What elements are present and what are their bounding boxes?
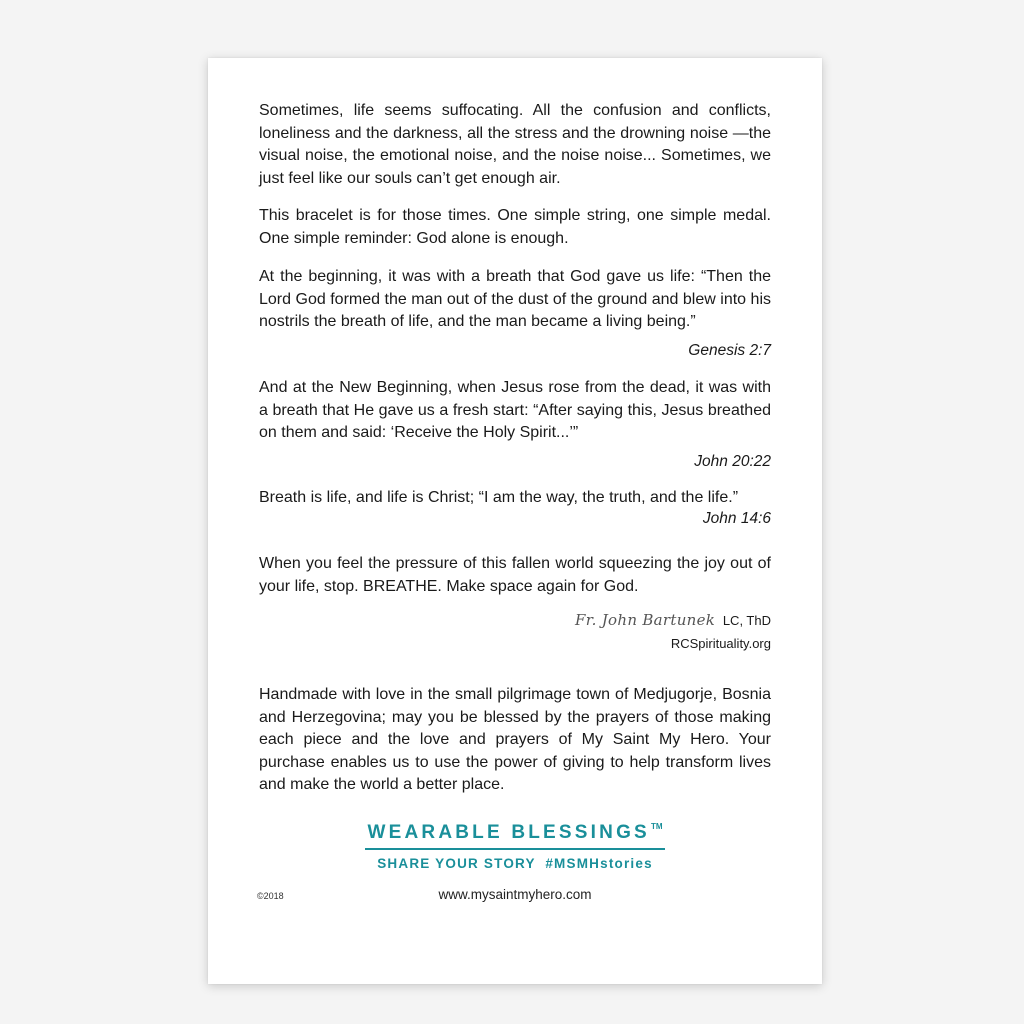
paragraph-handmade: Handmade with love in the small pilgrimage town of Medjugorje, Bosnia and Herzegovina; may you be blessed by the prayers of those making each piece and the love and prayers of My Saint My Hero. Your purchase enables us to use the power of giving to help transform lives and make the world a better place. — [259, 686, 771, 793]
paragraph-breathe: When you feel the pressure of this fallen world squeezing the joy out of your life, stop. BREATHE. Make space again for God. — [259, 555, 771, 595]
signature-line — [575, 611, 771, 629]
brand-title — [365, 822, 664, 850]
handwritten-signature: Fr. John Bartunek — [575, 611, 716, 629]
paragraph-bracelet: This bracelet is for those times. One simple string, one simple medal. One simple reminder: God alone is enough. — [259, 207, 771, 247]
paragraph-new-beginning: And at the New Beginning, when Jesus rose from the dead, it was with a breath that He gave us a fresh start: “After saying this, Jesus breathed on them and said: ‘Receive the Holy Spirit...’” — [259, 379, 771, 441]
paragraph-beginning: At the beginning, it was with a breath that God gave us life: “Then the Lord God formed the man out of the dust of the ground and blew into his nostrils the breath of life, and the man became a living being.” — [259, 268, 771, 330]
prayer-card — [208, 58, 822, 984]
brand-title-text: WEARABLE BLESSINGS — [367, 822, 650, 843]
footer-website: www.mysaintmyhero.com — [438, 887, 592, 902]
paragraph-breath-is-life: Breath is life, and life is Christ; “I am the way, the truth, and the life.” — [259, 489, 739, 506]
scripture-reference: John 14:6 — [702, 510, 771, 527]
scripture-reference: Genesis 2:7 — [688, 342, 771, 359]
paragraph-intro: Sometimes, life seems suffocating. All the confusion and conflicts, loneliness and the darkness, all the stress and the drowning noise —the visual noise, the emotional noise, and the noise noise... Sometimes, we just feel like our souls can’t get enough air. — [259, 102, 771, 187]
brand-block — [208, 822, 822, 871]
brand-subtitle: SHARE YOUR STORY #MSMHstories — [377, 856, 653, 871]
trademark-mark: TM — [650, 822, 663, 831]
scripture-reference: John 20:22 — [694, 453, 771, 470]
signature-credentials: LC, ThD — [722, 613, 771, 628]
signature-website: RCSpirituality.org — [670, 636, 771, 651]
copyright-notice: ©2018 — [257, 891, 284, 901]
